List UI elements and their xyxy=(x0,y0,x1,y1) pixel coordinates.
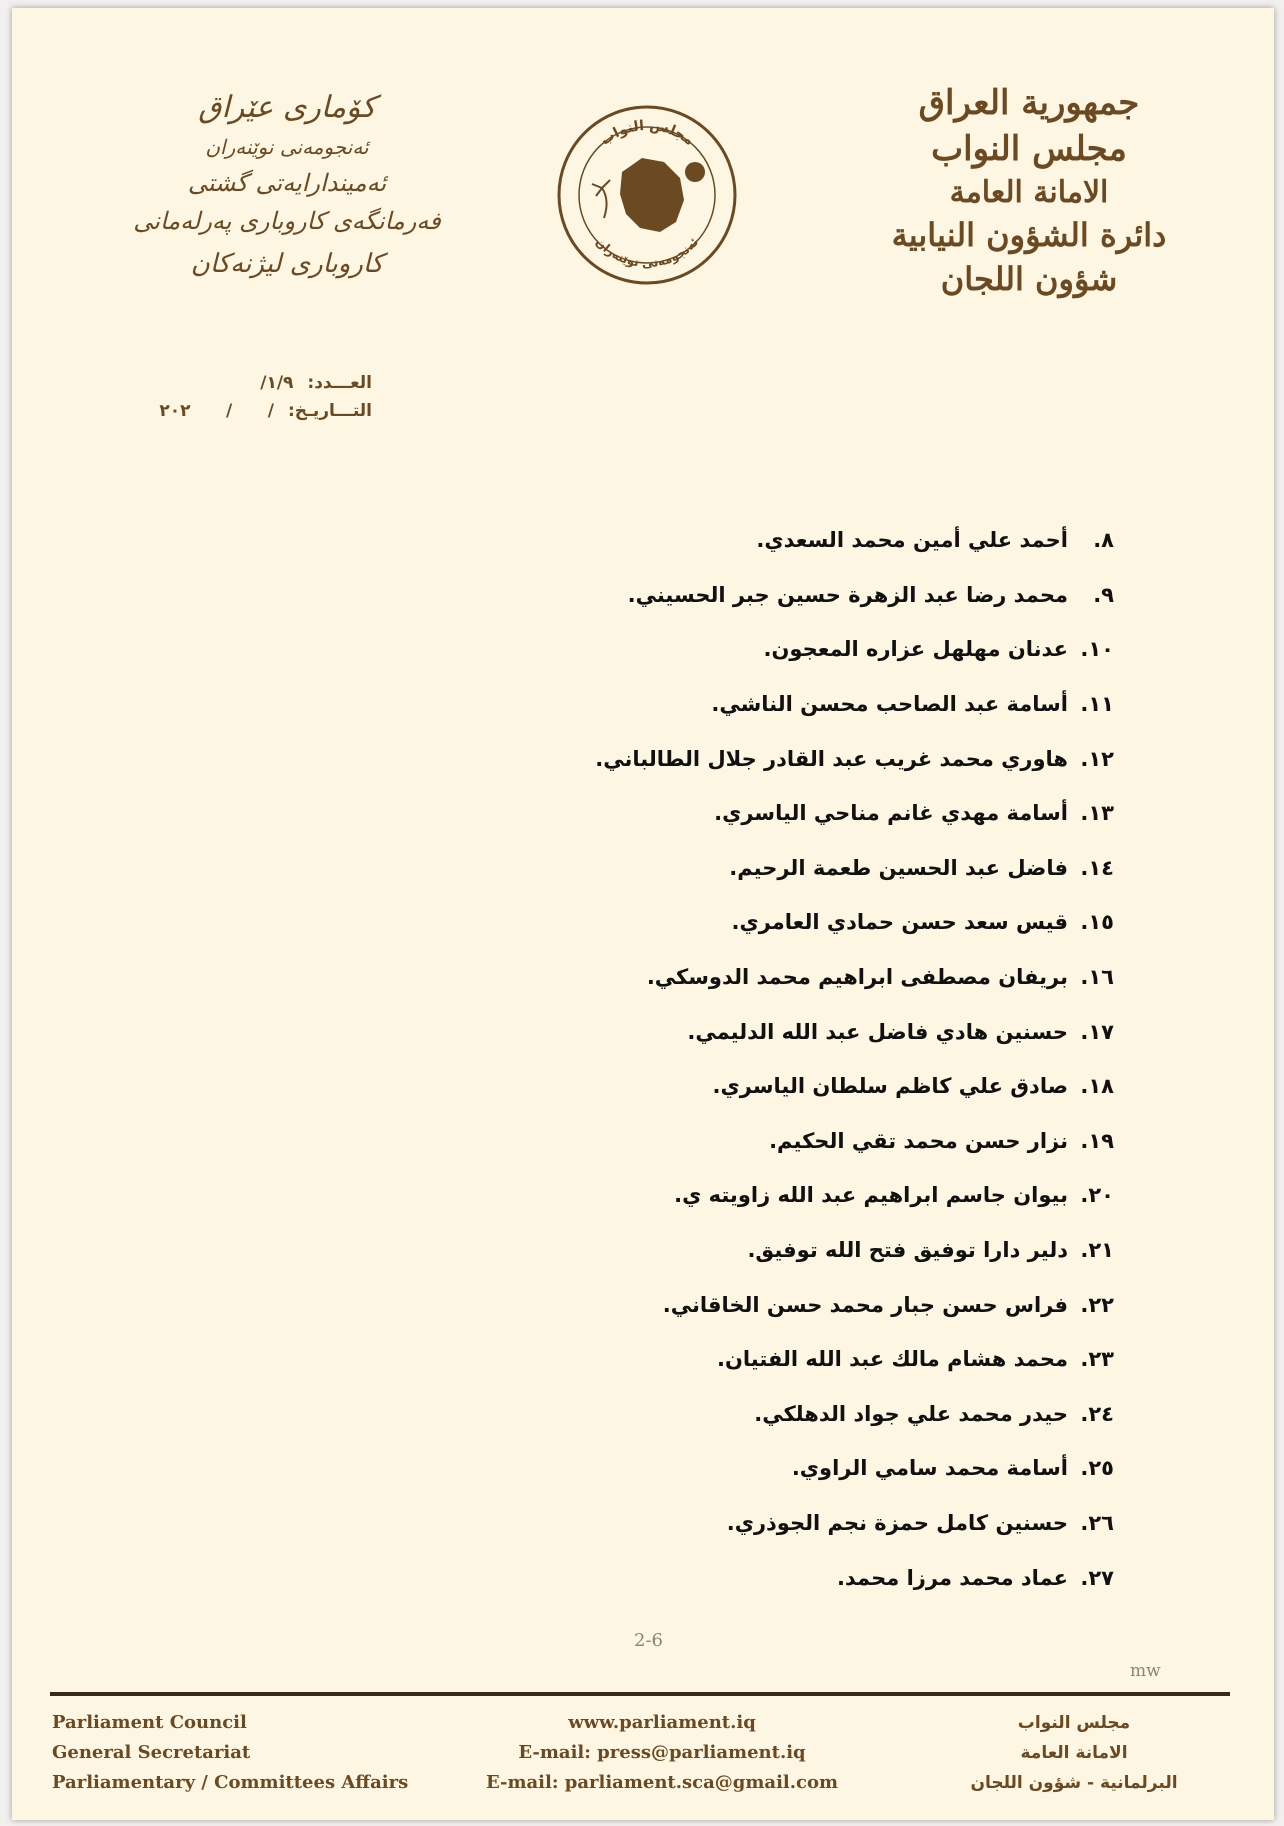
footer-english-line: Parliamentary / Committees Affairs xyxy=(52,1772,409,1793)
list-item-number: ٢٣. xyxy=(1080,1347,1114,1372)
footer-website-link[interactable]: www.parliament.iq xyxy=(568,1712,756,1733)
list-item xyxy=(354,950,1114,1005)
typist-initials: mw xyxy=(1130,1661,1161,1681)
list-item-name: نزار حسن محمد تقي الحكيم. xyxy=(769,1128,1068,1153)
list-item-number: ١٨. xyxy=(1080,1074,1114,1099)
names-list xyxy=(354,513,1114,1605)
list-item-number: ١٦. xyxy=(1080,965,1114,990)
reference-date-label: التـــاريـخ: xyxy=(288,401,372,421)
list-item-number: ١٧. xyxy=(1080,1019,1114,1044)
list-item-number: ١٥. xyxy=(1080,910,1114,935)
list-item-name: حسنين هادي فاضل عبد الله الدليمي. xyxy=(687,1019,1068,1044)
list-item-number: ٢٥. xyxy=(1080,1456,1114,1481)
list-item xyxy=(354,786,1114,841)
letterhead-arabic-line: دائرة الشؤون النيابية xyxy=(891,216,1167,254)
list-item-name: عماد محمد مرزا محمد. xyxy=(836,1565,1068,1590)
reference-number-value: ١/٩/ xyxy=(260,373,294,393)
list-item xyxy=(354,1114,1114,1169)
list-item xyxy=(354,1550,1114,1605)
list-item-number: ١١. xyxy=(1080,692,1114,717)
letterhead-arabic xyxy=(864,83,1194,304)
list-item-name: بريفان مصطفى ابراهيم محمد الدوسكي. xyxy=(646,965,1068,990)
list-item-number: ٨. xyxy=(1093,528,1114,553)
list-item-name: فاضل عبد الحسين طعمة الرحيم. xyxy=(729,855,1068,880)
list-item xyxy=(354,1441,1114,1496)
page-number: 2-6 xyxy=(634,1630,663,1651)
list-item-name: حيدر محمد علي جواد الدهلكي. xyxy=(754,1401,1068,1426)
list-item-number: ١٩. xyxy=(1080,1128,1114,1153)
list-item-number: ٢٦. xyxy=(1080,1510,1114,1535)
list-item-name: دلير دارا توفيق فتح الله توفيق. xyxy=(747,1238,1068,1263)
reference-block xyxy=(122,373,372,429)
footer-email-press[interactable]: E-mail: press@parliament.iq xyxy=(518,1742,806,1763)
list-item-number: ٩. xyxy=(1093,582,1114,607)
list-item xyxy=(354,1277,1114,1332)
list-item xyxy=(354,1496,1114,1551)
letterhead-kurdish-line: ئەمیندارایەتی گشتی xyxy=(187,169,387,197)
list-item xyxy=(354,1332,1114,1387)
list-item-number: ١٠. xyxy=(1080,637,1114,662)
letterhead-kurdish-line: كاروباری لیژنەكان xyxy=(190,249,384,279)
list-item-number: ٢٧. xyxy=(1080,1565,1114,1590)
list-item-name: محمد رضا عبد الزهرة حسين جبر الحسيني. xyxy=(627,582,1068,607)
parliament-seal-logo xyxy=(552,100,742,290)
footer-email-committees[interactable]: E-mail: parliament.sca@gmail.com xyxy=(485,1772,839,1793)
footer-english-line: Parliament Council xyxy=(52,1712,247,1733)
letterhead-arabic-line: الامانة العامة xyxy=(949,175,1109,210)
list-item-name: صادق علي كاظم سلطان الياسري. xyxy=(712,1074,1068,1099)
list-item-number: ١٢. xyxy=(1080,746,1114,771)
footer-divider xyxy=(50,1692,1230,1696)
list-item-name: عدنان مهلهل عزاره المعجون. xyxy=(763,637,1068,662)
letterhead-arabic-line: شؤون اللجان xyxy=(940,260,1118,298)
letterhead-kurdish-line: فەرمانگەی كاروباری پەرلەمانی xyxy=(133,207,441,235)
list-item xyxy=(354,513,1114,568)
list-item xyxy=(354,568,1114,623)
svg-text:مجلس النواب: مجلس النواب xyxy=(597,117,697,149)
letterhead-kurdish-line: ئەنجومەنی نوێنەران xyxy=(205,135,369,159)
list-item-name: أسامة محمد سامي الراوي. xyxy=(791,1456,1068,1481)
list-item-name: بيوان جاسم ابراهيم عبد الله زاويته ي. xyxy=(674,1183,1068,1208)
list-item xyxy=(354,1223,1114,1278)
list-item-number: ٢٠. xyxy=(1080,1183,1114,1208)
list-item-number: ١٤. xyxy=(1080,855,1114,880)
letterhead-kurdish xyxy=(122,90,452,289)
footer-contact-block xyxy=(482,1708,842,1798)
list-item xyxy=(354,1387,1114,1442)
letterhead-arabic-line: مجلس النواب xyxy=(931,129,1127,169)
svg-text:ئەنجومەنی نوێنەران: ئەنجومەنی نوێنەران xyxy=(592,235,702,271)
footer-arabic-block xyxy=(944,1708,1204,1798)
list-item xyxy=(354,731,1114,786)
reference-number-label: العـــدد: xyxy=(307,373,372,393)
list-item xyxy=(354,622,1114,677)
reference-date-value: / / ٢٠٢ xyxy=(159,401,274,421)
letterhead-kurdish-line: كۆماری عێراق xyxy=(198,90,376,125)
letterhead-arabic-line: جمهورية العراق xyxy=(918,83,1140,123)
footer-arabic-line: الامانة العامة xyxy=(1020,1743,1128,1763)
list-item-name: أحمد علي أمين محمد السعدي. xyxy=(756,528,1068,553)
list-item-number: ١٣. xyxy=(1080,801,1114,826)
list-item-name: محمد هشام مالك عبد الله الفتيان. xyxy=(716,1347,1068,1372)
list-item-number: ٢١. xyxy=(1080,1238,1114,1263)
list-item-name: حسنين كامل حمزة نجم الجوذري. xyxy=(726,1510,1068,1535)
footer-arabic-line: مجلس النواب xyxy=(1017,1713,1131,1733)
list-item xyxy=(354,895,1114,950)
list-item-name: قيس سعد حسن حمادي العامري. xyxy=(731,910,1068,935)
list-item xyxy=(354,1168,1114,1223)
list-item-name: أسامة عبد الصاحب محسن الناشي. xyxy=(711,692,1068,717)
footer-english-line: General Secretariat xyxy=(52,1742,251,1763)
list-item xyxy=(354,841,1114,896)
list-item xyxy=(354,1004,1114,1059)
list-item-name: فراس حسن جبار محمد حسن الخاقاني. xyxy=(662,1292,1068,1317)
list-item-number: ٢٢. xyxy=(1080,1292,1114,1317)
document-page xyxy=(12,8,1274,1820)
list-item-number: ٢٤. xyxy=(1080,1401,1114,1426)
list-item xyxy=(354,1059,1114,1114)
list-item xyxy=(354,677,1114,732)
list-item-name: هاوري محمد غريب عبد القادر جلال الطالباني. xyxy=(595,746,1068,771)
footer-arabic-line: البرلمانية - شؤون اللجان xyxy=(970,1773,1178,1793)
footer-english-block xyxy=(52,1708,408,1798)
list-item-name: أسامة مهدي غانم مناحي الياسري. xyxy=(714,801,1068,826)
